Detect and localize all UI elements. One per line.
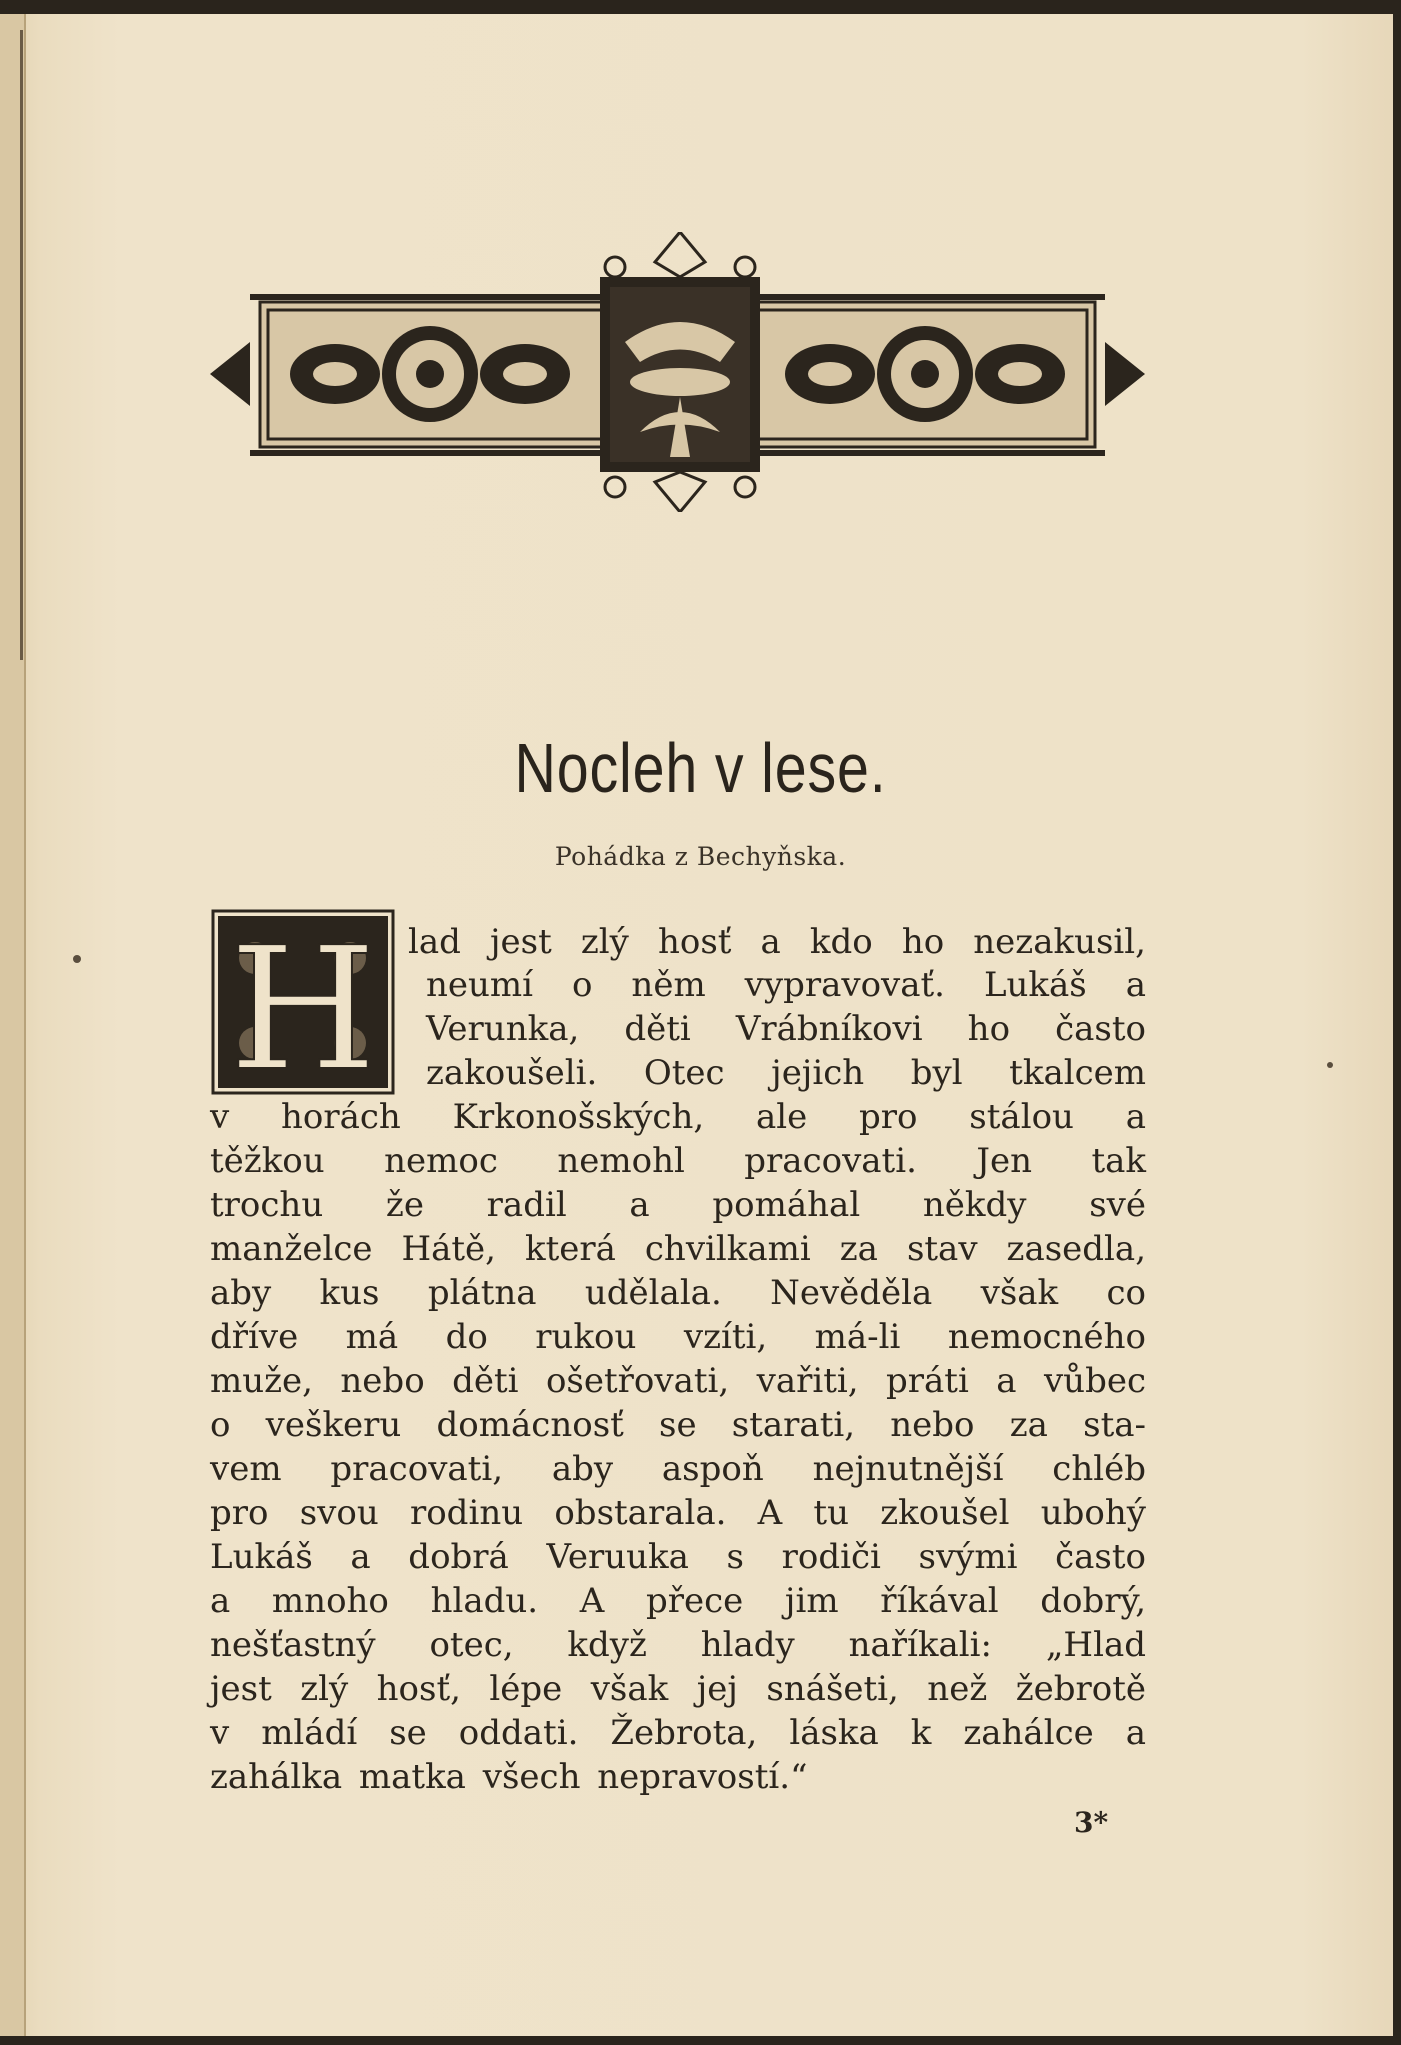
text-line: nešťastný otec, když hlady naříkali: „Hlad xyxy=(210,1625,1146,1665)
chapter-subtitle: Pohádka z Bechyňska. xyxy=(554,842,847,871)
page-right-edge xyxy=(1393,14,1401,2036)
page-bottom-edge xyxy=(0,2036,1401,2045)
text-line: v horách Krkonošských, ale pro stálou a xyxy=(210,1097,1146,1137)
text-line: trochu že radil a pomáhal někdy své xyxy=(210,1185,1146,1225)
dropcap-ornament xyxy=(210,908,396,1098)
binding-shadow xyxy=(20,30,23,660)
text-line: o veškeru domácnosť se starati, nebo za sta- xyxy=(210,1405,1146,1445)
text-line: těžkou nemoc nemohl pracovati. Jen tak xyxy=(210,1141,1146,1181)
chapter-title: Nocleh v lese. xyxy=(514,729,887,807)
text-line: pro svou rodinu obstarala. A tu zkoušel ubohý xyxy=(210,1493,1146,1533)
text-line: v mládí se oddati. Žebrota, láska k zahálce a xyxy=(210,1713,1146,1753)
text-line: Lukáš a dobrá Veruuka s rodiči svými často xyxy=(210,1537,1146,1577)
dropcap-letter: H xyxy=(228,911,378,1098)
text-line: lad jest zlý hosť a kdo ho nezakusil, xyxy=(408,922,1146,962)
header-ornament xyxy=(210,232,1145,512)
text-line: dříve má do rukou vzíti, má-li nemocného xyxy=(210,1317,1146,1357)
text-line: vem pracovati, aby aspoň nejnutnější chléb xyxy=(210,1449,1146,1489)
text-line: Verunka, děti Vrábníkovi ho často xyxy=(426,1009,1146,1049)
text-line: neumí o něm vypravovať. Lukáš a xyxy=(426,965,1146,1005)
page-number: 3* xyxy=(1074,1806,1109,1839)
text-line: jest zlý hosť, lépe však jej snášeti, než žebrotě xyxy=(210,1669,1146,1709)
text-line: manželce Hátě, která chvilkami za stav zasedla, xyxy=(210,1229,1146,1269)
paper-speck xyxy=(1327,1062,1333,1068)
page-top-edge xyxy=(0,0,1401,14)
text-line: zahálka matka všech nepravostí.“ xyxy=(210,1757,808,1797)
text-line: aby kus plátna udělala. Nevěděla však co xyxy=(210,1273,1146,1313)
text-line: zakoušeli. Otec jejich byl tkalcem xyxy=(426,1053,1146,1093)
paper-speck xyxy=(73,955,81,963)
text-line: muže, nebo děti ošetřovati, vařiti, práti a vůbec xyxy=(210,1361,1146,1401)
text-line: a mnoho hladu. A přece jim říkával dobrý, xyxy=(210,1581,1146,1621)
